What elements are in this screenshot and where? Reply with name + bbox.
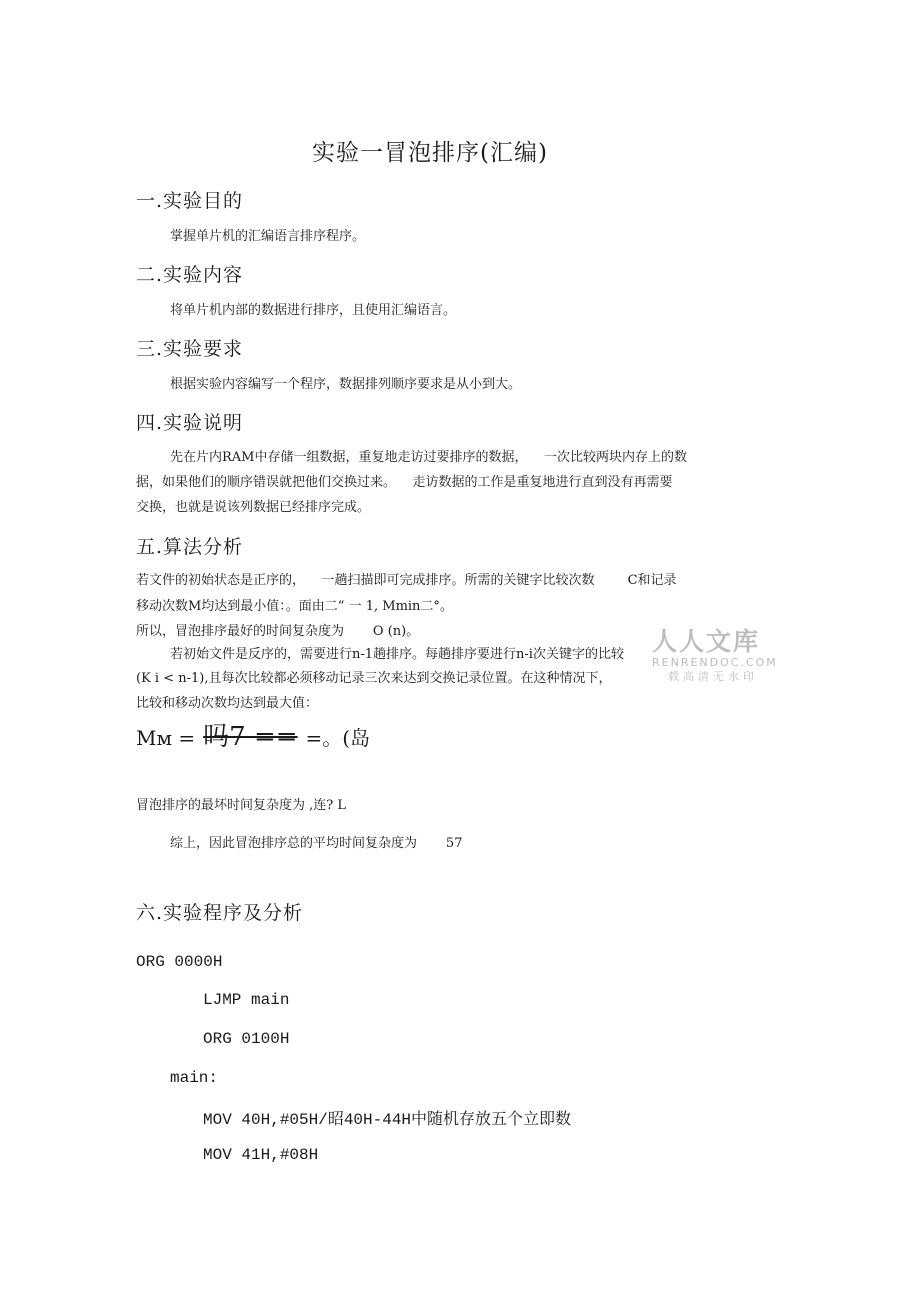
section-5-heading: 五.算法分析	[136, 536, 244, 558]
section-2-text: 将单片机内部的数据进行排序，且使用汇编语言。	[170, 303, 457, 318]
section-6-heading: 六.实验程序及分析	[136, 902, 304, 924]
code-line-1: ORG 0000H	[136, 953, 223, 971]
section-4-line-2: 据，如果他们的顺序错误就把他们交换过来。 走访数据的工作是重复地进行直到没有再需要	[136, 475, 673, 490]
code-line-6: MOV 41H,#08H	[203, 1146, 319, 1164]
section-5-line-4: 若初始文件是反序的，需要进行n-1趟排序。每趟排序要进行n-i次关键字的比较	[170, 647, 624, 662]
section-5-line-1: 若文件的初始状态是正序的， 一趟扫描即可完成排序。所需的关键字比较次数 C和记录	[136, 573, 677, 588]
watermark-domain: RENRENDOC.COM	[652, 656, 778, 669]
avg-complexity-text: 综上，因此冒泡排序总的平均时间复杂度为 57	[170, 836, 463, 851]
watermark-name: 人人文库	[652, 627, 761, 656]
section-4-line-1: 先在片内RAM中存储一组数据，重复地走访过要排序的数据， 一次比较两块内存上的数	[170, 450, 688, 465]
section-1-text: 掌握单片机的汇编语言排序程序。	[170, 229, 366, 244]
section-4-line-3: 交换，也就是说该列数据已经排序完成。	[136, 500, 371, 515]
section-5-line-5: (K i < n-1),且每次比较都必须移动记录三次来达到交换记录位置。在这种情况下，	[136, 671, 612, 686]
code-line-5: MOV 40H,#05H/昭40H-44H中随机存放五个立即数	[203, 1111, 572, 1129]
section-2-heading: 二.实验内容	[136, 264, 244, 286]
code-line-3: ORG 0100H	[203, 1030, 290, 1048]
section-5-line-3: 所以，冒泡排序最好的时间复杂度为 O (n)。	[136, 624, 420, 639]
section-1-heading: 一.实验目的	[136, 190, 244, 212]
code-line-4: main:	[170, 1069, 219, 1087]
formula-part-b: 吗7 ==	[203, 722, 298, 752]
max-formula	[136, 716, 370, 753]
formula-part-a: Mм =	[136, 726, 196, 750]
section-3-heading: 三.实验要求	[136, 338, 244, 360]
worst-complexity-text: 冒泡排序的最坏时间复杂度为 ,连? L	[136, 798, 346, 813]
watermark-tag: 载高清无水印	[668, 670, 758, 683]
section-3-text: 根据实验内容编写一个程序，数据排列顺序要求是从小到大。	[170, 377, 522, 392]
page-title: 实验一冒泡排序(汇编)	[312, 140, 548, 166]
formula-part-c: =。(岛	[305, 726, 371, 750]
code-line-2: LJMP main	[203, 991, 290, 1009]
section-5-line-2: 移动次数M均达到最小值：。面由二“ 一 1, Mmin二°。	[136, 599, 453, 614]
section-4-heading: 四.实验说明	[136, 412, 244, 434]
section-5-line-6: 比较和移动次数均达到最大值：	[136, 696, 319, 711]
watermark	[652, 622, 778, 683]
